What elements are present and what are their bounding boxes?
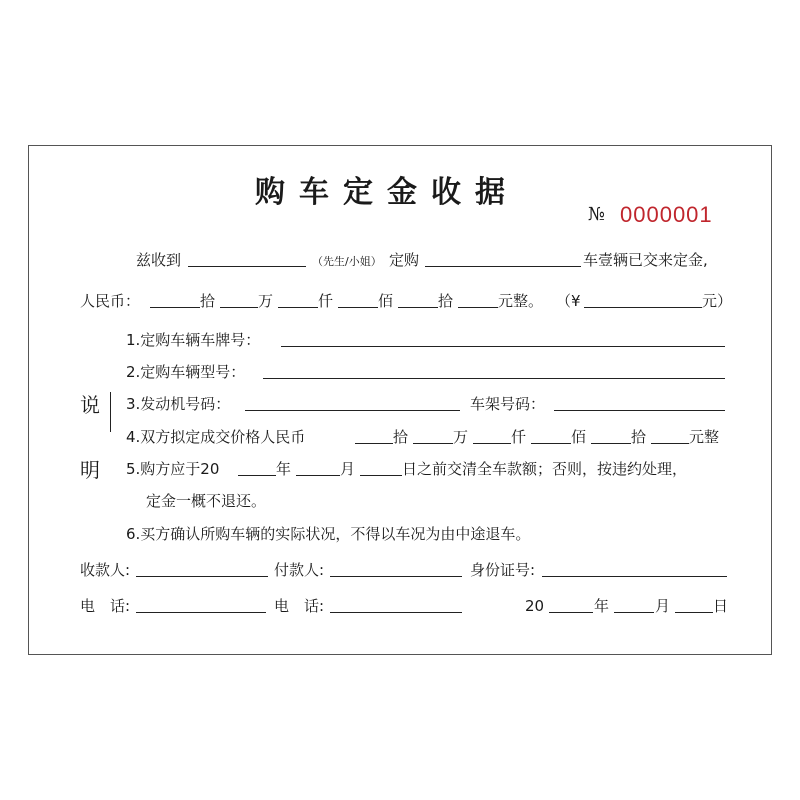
ordered-label: 定购 <box>389 251 420 269</box>
payer-label: 付款人: <box>274 561 325 579</box>
price-unit-yuan: 元整 <box>689 428 720 446</box>
price-wan-blank[interactable] <box>413 443 453 444</box>
amount-figure-blank[interactable] <box>584 307 702 308</box>
payer-blank[interactable] <box>330 576 462 577</box>
date-day-blank[interactable] <box>675 612 713 613</box>
unit-qian: 仟 <box>318 292 334 310</box>
plate-number-blank[interactable] <box>281 346 725 347</box>
deadline-month-blank[interactable] <box>296 475 340 476</box>
salutation-label: （先生/小姐） <box>312 255 382 268</box>
phone-label-1: 电 话: <box>80 597 131 615</box>
receipt-number: 0000001 <box>620 202 713 227</box>
car-model-blank[interactable] <box>425 266 581 267</box>
price-unit-bai: 佰 <box>571 428 587 446</box>
amount-qian-blank[interactable] <box>278 307 318 308</box>
receipt-title: 购车定金收据 <box>255 175 519 210</box>
notes-label-1: 说 <box>80 393 100 417</box>
price-qian-blank[interactable] <box>473 443 511 444</box>
amount-shiwan-blank[interactable] <box>150 307 200 308</box>
price-shiwan-blank[interactable] <box>355 443 393 444</box>
unit-wan: 万 <box>258 292 274 310</box>
note-2-label: 2.定购车辆型号： <box>126 363 246 381</box>
note-5-label: 5.购方应于20 <box>126 460 220 478</box>
frame-number-label: 车架号码： <box>470 395 546 413</box>
unit-yuanzheng: 元整。 <box>498 292 544 310</box>
price-unit-wan: 万 <box>453 428 469 446</box>
rmb-label: 人民币： <box>80 292 141 310</box>
amount-bai-blank[interactable] <box>338 307 378 308</box>
received-label: 兹收到 <box>136 251 182 269</box>
deadline-month: 月 <box>340 460 356 478</box>
engine-number-blank[interactable] <box>245 410 460 411</box>
note-3-label: 3.发动机号码： <box>126 395 231 413</box>
date-month-blank[interactable] <box>614 612 654 613</box>
unit-shi2: 拾 <box>438 292 454 310</box>
phone-blank-1[interactable] <box>136 612 266 613</box>
date-year-blank[interactable] <box>549 612 593 613</box>
car-type-blank[interactable] <box>263 378 725 379</box>
unit-bai: 佰 <box>378 292 394 310</box>
date-day: 日 <box>713 597 729 615</box>
notes-label-2: 明 <box>80 458 100 482</box>
id-number-label: 身份证号: <box>470 561 536 579</box>
note-5-continued: 日之前交清全车款额；否则，按违约处理， <box>402 460 688 478</box>
frame-number-blank[interactable] <box>554 410 725 411</box>
price-unit-shi: 拾 <box>393 428 409 446</box>
price-shi-blank[interactable] <box>591 443 631 444</box>
amount-yuan-blank[interactable] <box>458 307 498 308</box>
phone-label-2: 电 话: <box>274 597 325 615</box>
note-4-label: 4.双方拟定成交价格人民币 <box>126 428 306 446</box>
deadline-year-blank[interactable] <box>238 475 276 476</box>
note-1-label: 1.定购车辆车牌号： <box>126 331 261 349</box>
phone-blank-2[interactable] <box>330 612 462 613</box>
line1-suffix: 车壹辆已交来定金, <box>583 251 708 269</box>
price-bai-blank[interactable] <box>531 443 571 444</box>
payee-label: 收款人: <box>80 561 131 579</box>
id-number-blank[interactable] <box>542 576 727 577</box>
notes-divider <box>110 392 111 432</box>
price-unit-shi2: 拾 <box>631 428 647 446</box>
date-20: 20 <box>525 597 545 615</box>
date-year: 年 <box>594 597 610 615</box>
number-label: № <box>588 204 606 225</box>
yen-open: （¥ <box>556 292 581 310</box>
amount-wan-blank[interactable] <box>220 307 258 308</box>
price-unit-qian: 仟 <box>511 428 527 446</box>
deadline-year: 年 <box>276 460 292 478</box>
date-month: 月 <box>655 597 671 615</box>
note-5-line2: 定金一概不退还。 <box>146 492 267 510</box>
price-yuan-blank[interactable] <box>651 443 689 444</box>
unit-shi: 拾 <box>200 292 216 310</box>
deadline-day-blank[interactable] <box>360 475 402 476</box>
note-6-label: 6.买方确认所购车辆的实际状况，不得以车况为由中途退车。 <box>126 525 531 543</box>
payer-name-blank[interactable] <box>188 266 306 267</box>
payee-blank[interactable] <box>136 576 268 577</box>
amount-shi-blank[interactable] <box>398 307 438 308</box>
yen-close: 元） <box>702 292 733 310</box>
